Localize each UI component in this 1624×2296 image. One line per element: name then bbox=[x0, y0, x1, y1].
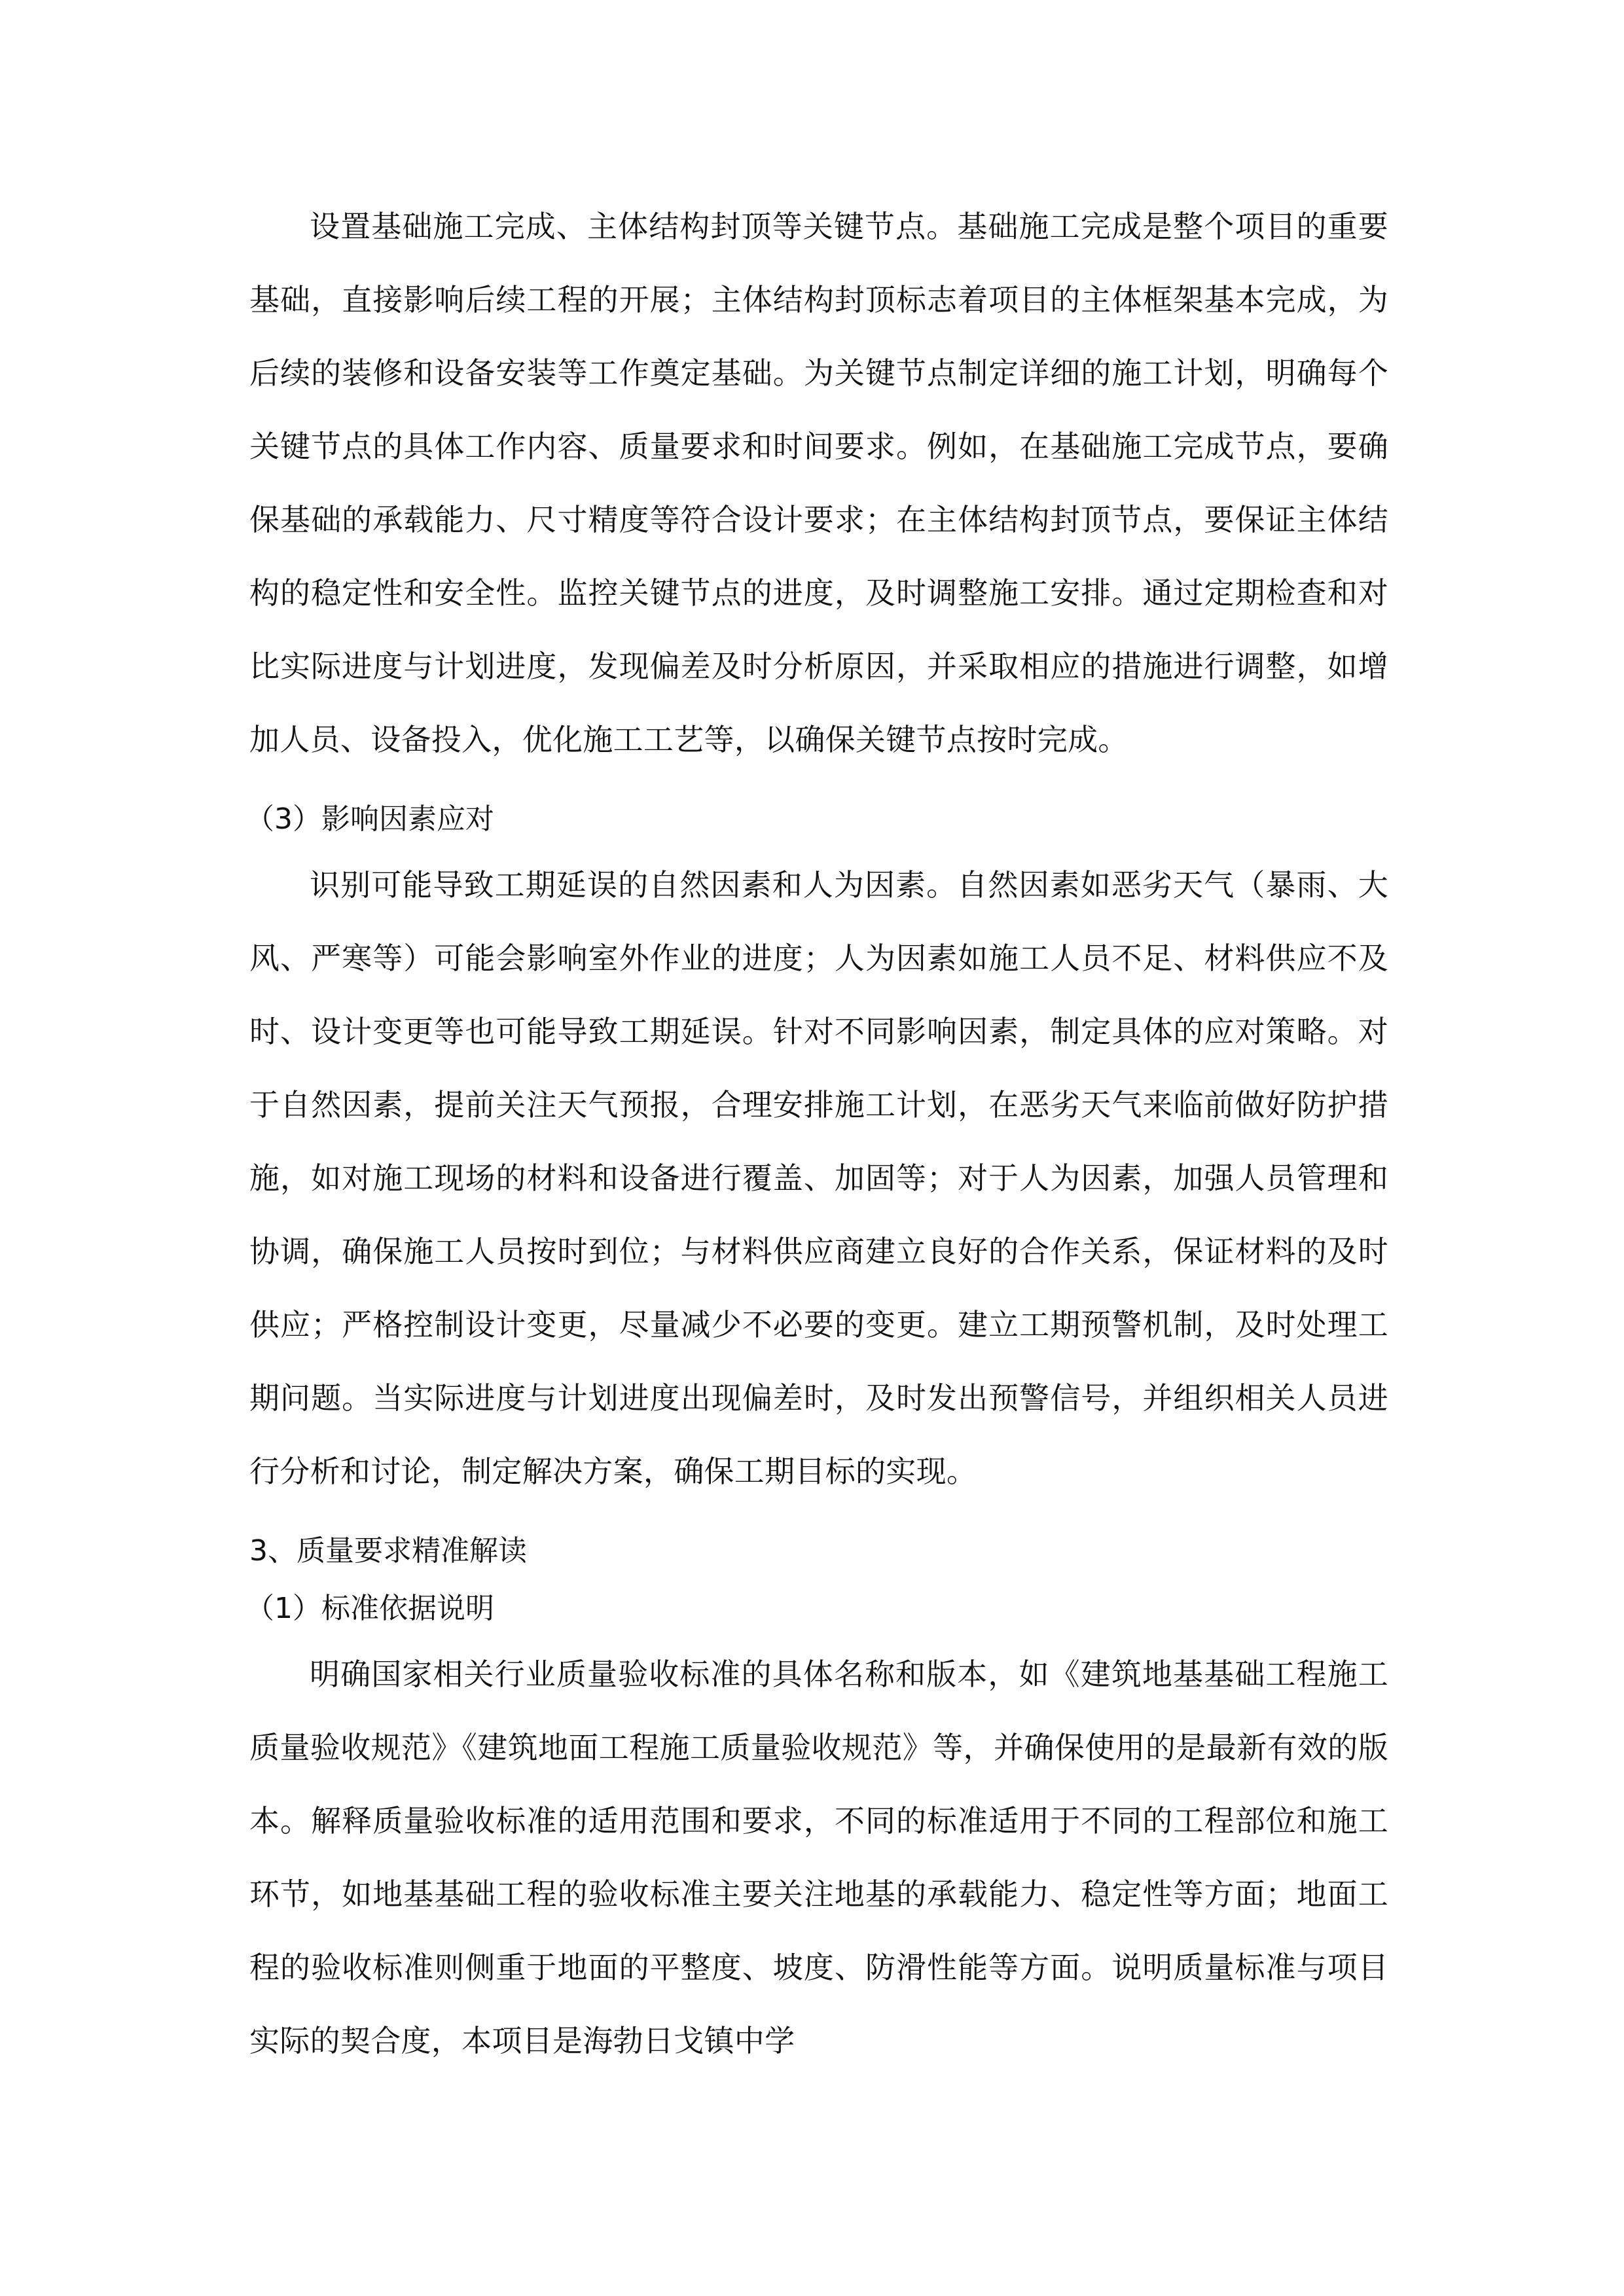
paragraph-influencing-factors: 识别可能导致工期延误的自然因素和人为因素。自然因素如恶劣天气（暴雨、大风、严寒等）可能会影响室外作业的进度；人为因素如施工人员不足、材料供应不及时、设计变更等也可能导致工期延误。针对不同影响因素，制定具体的应对策略。对于自然因素，提前关注天气预报，合理安排施工计划，在恶劣天气来临前做好防护措施，如对施工现场的材料和设备进行覆盖、加固等；对于人为因素，加强人员管理和协调，确保施工人员按时到位；与材料供应商建立良好的合作关系，保证材料的及时供应；严格控制设计变更，尽量减少不必要的变更。建立工期预警机制，及时处理工期问题。当实际进度与计划进度出现偏差时，及时发出预警信号，并组织相关人员进行分析和讨论，制定解决方案，确保工期目标的实现。 bbox=[249, 867, 1388, 1489]
paragraph-key-milestones: 设置基础施工完成、主体结构封顶等关键节点。基础施工完成是整个项目的重要基础，直接影响后续工程的开展；主体结构封顶标志着项目的主体框架基本完成，为后续的装修和设备安装等工作奠定基础。为关键节点制定详细的施工计划，明确每个关键节点的具体工作内容、质量要求和时间要求。例如，在基础施工完成节点，要确保基础的承载能力、尺寸精度等符合设计要求；在主体结构封顶节点，要保证主体结构的稳定性和安全性。监控关键节点的进度，及时调整施工安排。通过定期检查和对比实际进度与计划进度，发现偏差及时分析原因，并采取相应的措施进行调整，如增加人员、设备投入，优化施工工艺等，以确保关键节点按时完成。 bbox=[249, 209, 1388, 757]
subheading-influencing-factors: （3）影响因素应对 bbox=[245, 802, 494, 836]
subheading-standard-basis: （1）标准依据说明 bbox=[245, 1592, 494, 1625]
spacer bbox=[249, 776, 1388, 791]
spacer bbox=[249, 1508, 1388, 1522]
paragraph-standard-basis: 明确国家相关行业质量验收标准的具体名称和版本，如《建筑地基基础工程施工质量验收规范》《建筑地面工程施工质量验收规范》等，并确保使用的是最新有效的版本。解释质量验收标准的适用范围和要求，不同的标准适用于不同的工程部位和施工环节，如地基基础工程的验收标准主要关注地基的承载能力、稳定性等方面；地面工程的验收标准则侧重于地面的平整度、坡度、防滑性能等方面。说明质量标准与项目实际的契合度，本项目是海勃日戈镇中学 bbox=[249, 1657, 1388, 2058]
section-heading-quality-requirements: 3、质量要求精准解读 bbox=[249, 1534, 527, 1568]
document-body bbox=[245, 190, 1388, 2077]
